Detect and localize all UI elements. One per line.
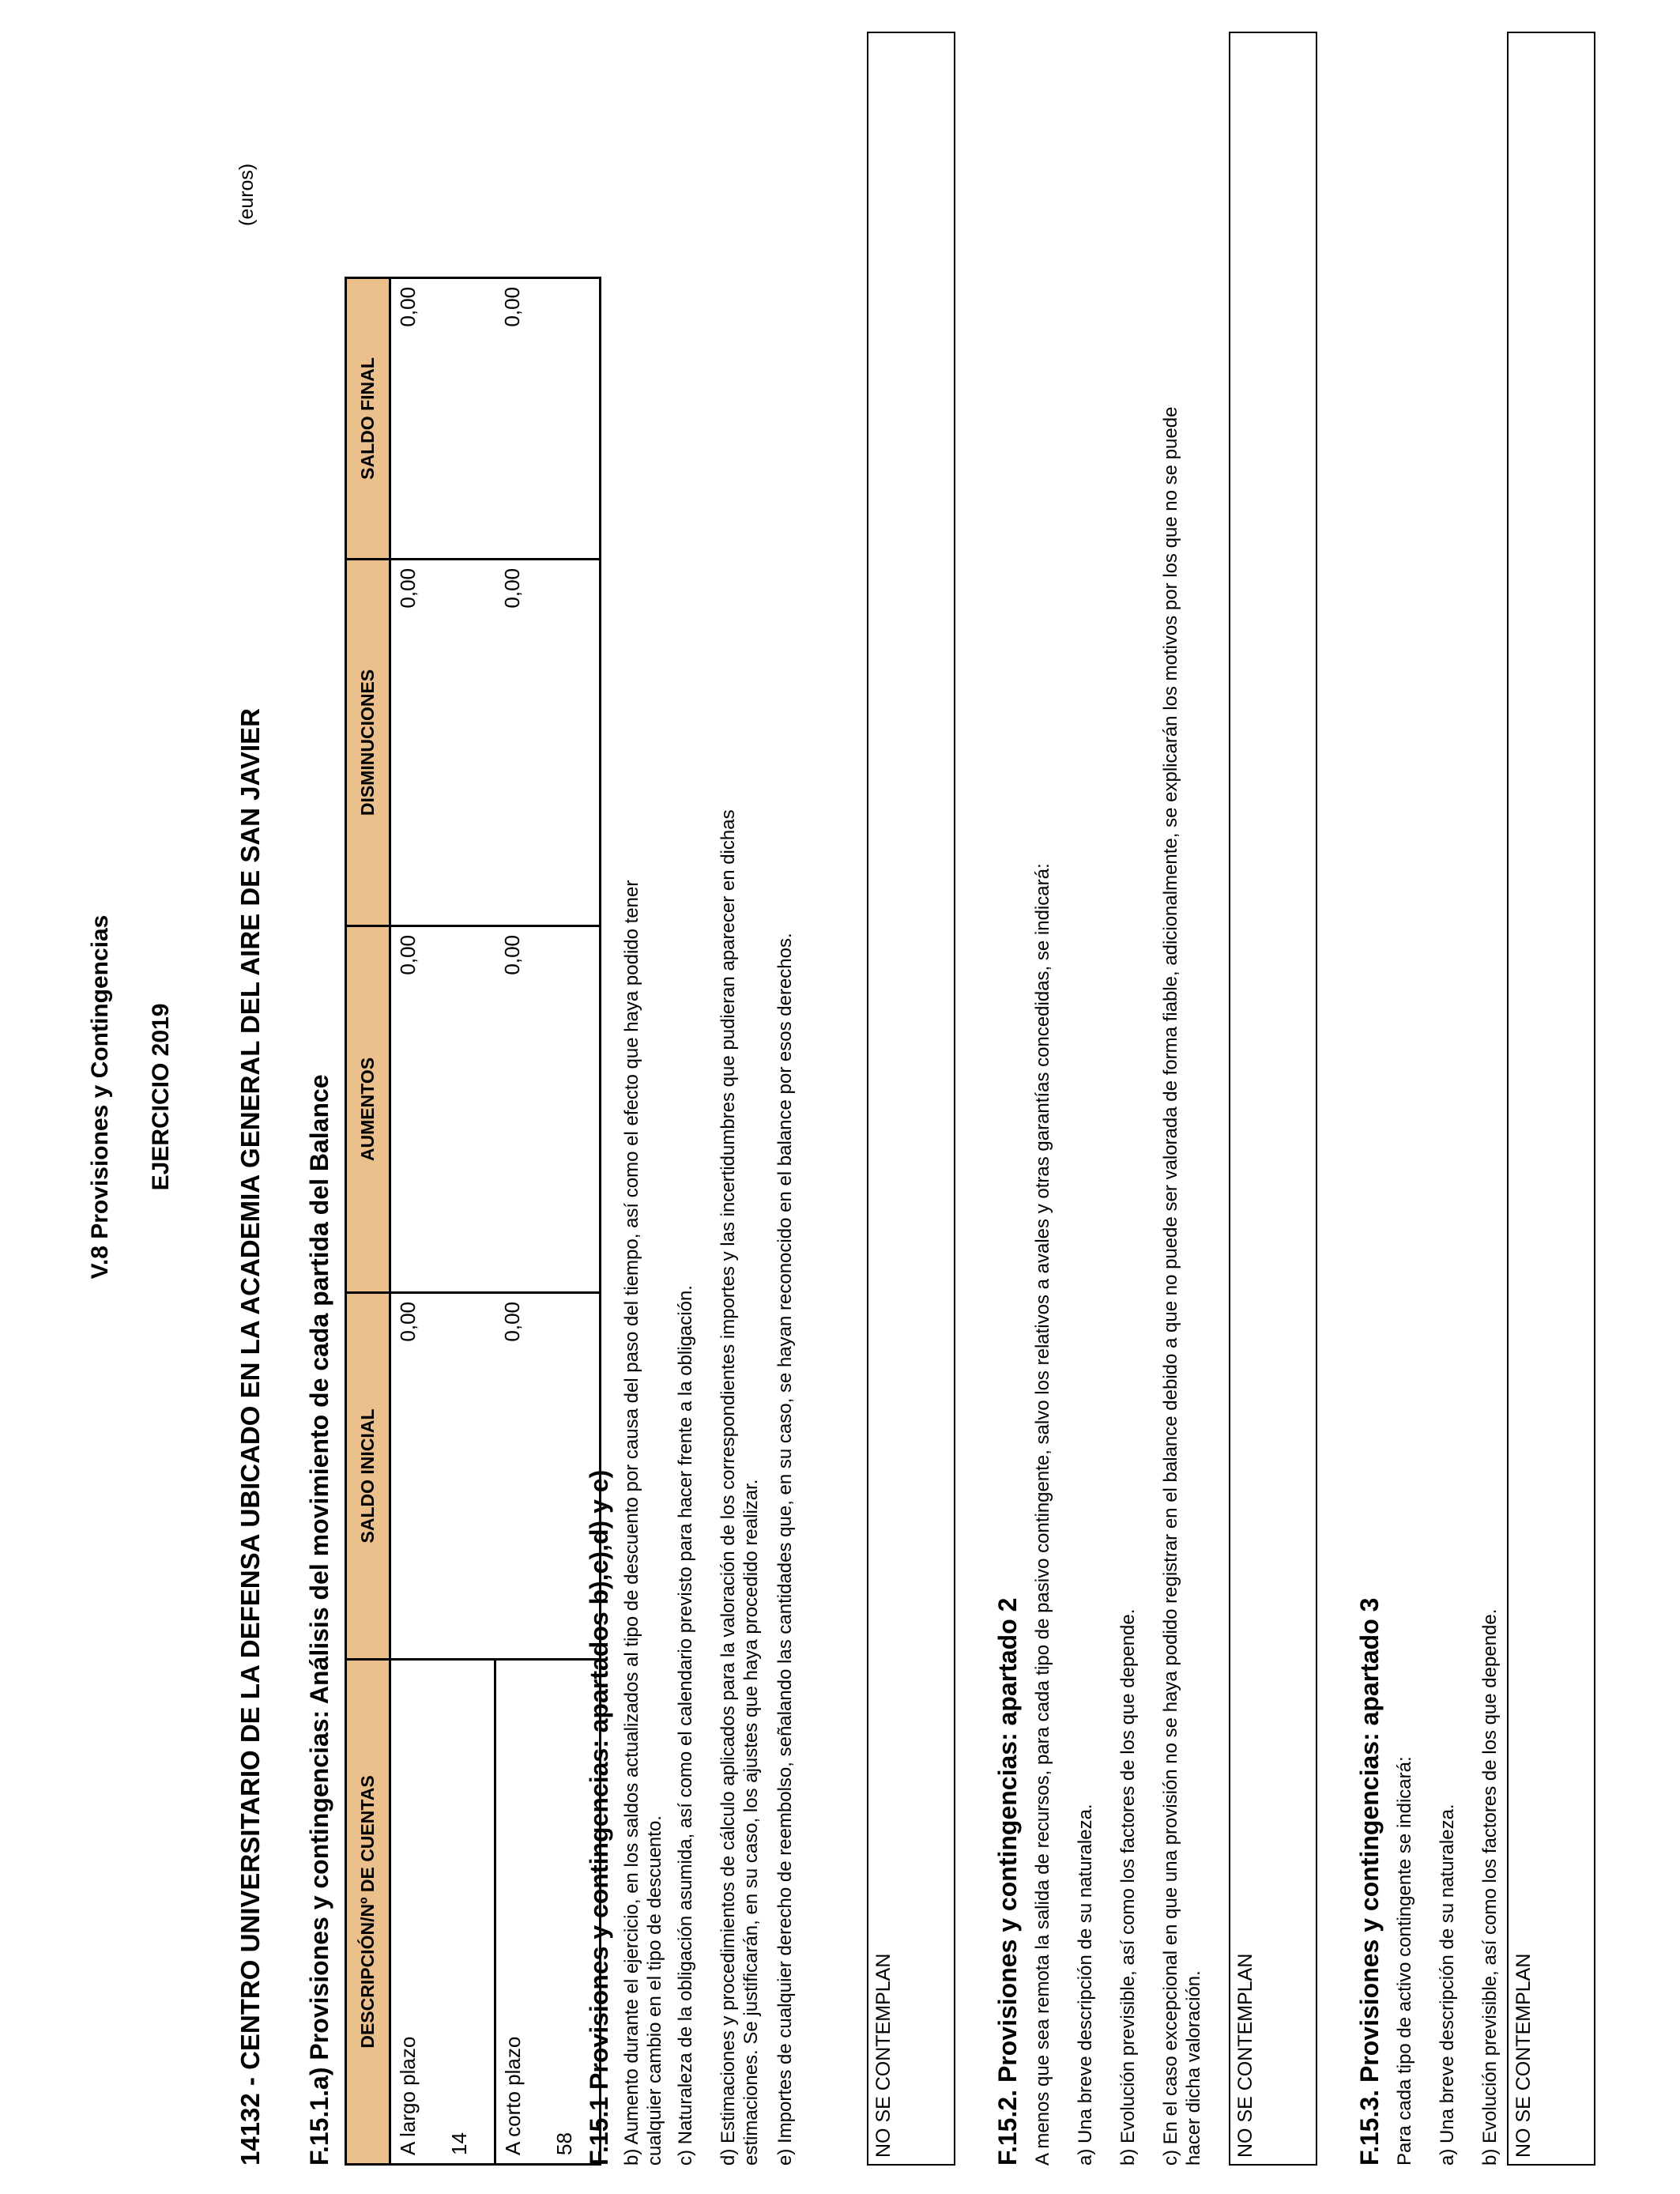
table-row: [495, 278, 548, 2165]
cell-saldo-inicial: 0,00: [495, 1293, 601, 1660]
section1-item-b: b) Aumento durante el ejercicio, en los saldos actualizados al tipo de descuento por causa del paso del tiempo, así como el efecto que haya podido tener cualquier cambio en el tipo de descuento.: [621, 880, 665, 2166]
currency-note: (euros): [235, 163, 258, 226]
section1-item-e: e) Importes de cualquier derecho de reembolso, señalando las cantidades que, en su caso, se hayan reconocido en el balance por esos derechos.: [774, 933, 796, 2166]
section1-item-c: c) Naturaleza de la obligación asumida, así como el calendario previsto para hacer frente a la obligación.: [675, 1285, 696, 2166]
table-header-row: [346, 278, 390, 2165]
section2-title: F.15.2. Provisiones y contingencias: apartado 2: [993, 1597, 1022, 2166]
cell-disminuciones: 0,00: [390, 560, 495, 926]
exercise-year: EJERCICIO 2019: [148, 1003, 174, 1191]
row-description: A largo plazo: [390, 1660, 443, 2165]
col-aumentos: AUMENTOS: [346, 926, 390, 1293]
section3-answer-box: [1507, 32, 1595, 2166]
section1-title: F.15.1 Provisiones y contingencias: apartados b),c),d) y e): [585, 1469, 613, 2166]
col-saldo-inicial: SALDO INICIAL: [346, 1293, 390, 1660]
table-row: [390, 278, 443, 2165]
col-description: DESCRIPCIÓN/Nº DE CUENTAS: [346, 1660, 390, 2165]
section2-item-c: c) En el caso excepcional en que una provisión no se haya podido registrar en el balance debido a que no puede ser valorada de forma fiable, adicionalmente, se explicarán los motivos por los que no se puede hacer dicha valoración.: [1160, 406, 1204, 2166]
section3-intro: Para cada tipo de activo contingente se indicará:: [1394, 1756, 1415, 2166]
organization-title: 14132 - CENTRO UNIVERSITARIO DE LA DEFENSA UBICADO EN LA ACADEMIA GENERAL DEL AIRE DE SAN JAVIER: [235, 708, 265, 2166]
table-title: F.15.1.a) Provisiones y contingencias: Análisis del movimiento de cada partida del Balance: [305, 1074, 333, 2166]
section1-answer: NO SE CONTEMPLAN: [872, 1953, 895, 2158]
section3-title: F.15.3. Provisiones y contingencias: apartado 3: [1355, 1597, 1384, 2166]
section3-answer: NO SE CONTEMPLAN: [1512, 1953, 1535, 2158]
section2-answer: NO SE CONTEMPLAN: [1234, 1953, 1256, 2158]
row-description: A corto plazo: [495, 1660, 548, 2165]
cell-aumentos: 0,00: [495, 926, 601, 1293]
section2-item-b: b) Evolución previsible, así como los factores de los que depende.: [1117, 1608, 1139, 2166]
col-disminuciones: DISMINUCIONES: [346, 560, 390, 926]
movements-table: [345, 277, 601, 2166]
section2-item-a: a) Una breve descripción de su naturaleza.: [1075, 1804, 1096, 2166]
report-title: V.8 Provisiones y Contingencias: [87, 914, 113, 1280]
cell-saldo-inicial: 0,00: [390, 1293, 495, 1660]
cell-saldo-final: 0,00: [390, 278, 495, 560]
section2-intro: A menos que sea remota la salida de recursos, para cada tipo de pasivo contingente, salvo los relativos a avales y otras garantías concedidas, se indicará:: [1032, 863, 1053, 2166]
section2-answer-box: [1229, 32, 1317, 2166]
row-account-code: 14: [443, 1660, 495, 2165]
section1-answer-box: [867, 32, 955, 2166]
section3-item-a: a) Una breve descripción de su naturaleza.: [1437, 1804, 1458, 2166]
section1-item-d: d) Estimaciones y procedimientos de cálculo aplicados para la valoración de los correspondientes importes y las incertidumbres que pudieran aparecer en dichas estimaciones. Se justificarán, en su caso, los ajustes que haya procedido realizar.: [718, 809, 762, 2166]
cell-aumentos: 0,00: [390, 926, 495, 1293]
col-saldo-final: SALDO FINAL: [346, 278, 390, 560]
cell-saldo-final: 0,00: [495, 278, 601, 560]
section3-item-b: b) Evolución previsible, así como los factores de los que depende.: [1479, 1608, 1501, 2166]
row-account-code: 58: [548, 1660, 601, 2165]
cell-disminuciones: 0,00: [495, 560, 601, 926]
